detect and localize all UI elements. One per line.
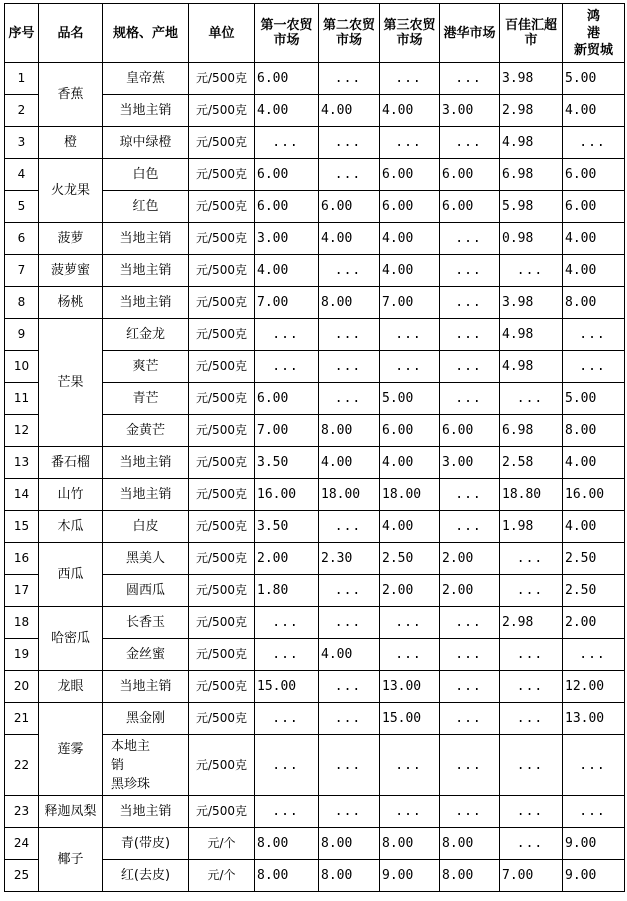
cell-price-market-1: 3.50	[255, 447, 319, 479]
cell-product-name: 香蕉	[39, 63, 103, 127]
cell-price-market-3: 4.00	[380, 255, 440, 287]
table-row	[5, 159, 625, 191]
cell-price-market-1: 3.00	[255, 223, 319, 255]
cell-price-market-3: 5.00	[380, 383, 440, 415]
cell-price-market-2: ...	[319, 796, 380, 828]
cell-price-market-2: 8.00	[319, 415, 380, 447]
cell-product-name: 木瓜	[39, 511, 103, 543]
cell-spec: 当地主销	[103, 671, 189, 703]
cell-price-market-6: 4.00	[563, 255, 625, 287]
cell-unit: 元/500克	[189, 255, 255, 287]
cell-no: 12	[5, 415, 39, 447]
cell-price-market-2: 6.00	[319, 191, 380, 223]
cell-product-name: 山竹	[39, 479, 103, 511]
cell-price-market-2: 4.00	[319, 447, 380, 479]
cell-no: 4	[5, 159, 39, 191]
cell-price-market-3: 2.00	[380, 575, 440, 607]
cell-spec: 当地主销	[103, 287, 189, 319]
cell-spec: 红金龙	[103, 319, 189, 351]
header-market-4: 港华市场	[440, 4, 500, 63]
cell-price-market-3: 18.00	[380, 479, 440, 511]
cell-price-market-1: ...	[255, 796, 319, 828]
cell-no: 24	[5, 828, 39, 860]
cell-price-market-3: 6.00	[380, 191, 440, 223]
cell-price-market-4: ...	[440, 607, 500, 639]
cell-price-market-1: 4.00	[255, 255, 319, 287]
cell-price-market-4: ...	[440, 127, 500, 159]
cell-price-market-1: 6.00	[255, 383, 319, 415]
header-name: 品名	[39, 4, 103, 63]
cell-price-market-2: ...	[319, 351, 380, 383]
cell-unit: 元/500克	[189, 511, 255, 543]
cell-price-market-2: 8.00	[319, 287, 380, 319]
cell-price-market-6: ...	[563, 735, 625, 796]
cell-price-market-2: ...	[319, 63, 380, 95]
cell-price-market-6: ...	[563, 796, 625, 828]
cell-price-market-3: ...	[380, 351, 440, 383]
cell-spec: 琼中绿橙	[103, 127, 189, 159]
table-row	[5, 607, 625, 639]
cell-price-market-4: ...	[440, 511, 500, 543]
cell-price-market-6: 6.00	[563, 159, 625, 191]
cell-price-market-1: 15.00	[255, 671, 319, 703]
cell-price-market-3: ...	[380, 796, 440, 828]
cell-unit: 元/500克	[189, 95, 255, 127]
cell-price-market-6: 5.00	[563, 63, 625, 95]
cell-price-market-2: ...	[319, 671, 380, 703]
cell-price-market-6: 9.00	[563, 828, 625, 860]
cell-price-market-5: 2.98	[500, 95, 563, 127]
cell-price-market-2: 4.00	[319, 223, 380, 255]
cell-no: 17	[5, 575, 39, 607]
cell-price-market-4: 8.00	[440, 828, 500, 860]
cell-unit: 元/500克	[189, 287, 255, 319]
cell-price-market-3: 8.00	[380, 828, 440, 860]
cell-price-market-6: 8.00	[563, 415, 625, 447]
cell-price-market-4: ...	[440, 319, 500, 351]
cell-price-market-2: ...	[319, 127, 380, 159]
cell-product-name: 番石榴	[39, 447, 103, 479]
cell-price-market-5: 4.98	[500, 319, 563, 351]
cell-product-name: 橙	[39, 127, 103, 159]
cell-price-market-6: ...	[563, 351, 625, 383]
cell-price-market-4: ...	[440, 735, 500, 796]
cell-spec: 金丝蜜	[103, 639, 189, 671]
cell-no: 23	[5, 796, 39, 828]
cell-price-market-5: 2.58	[500, 447, 563, 479]
cell-unit: 元/500克	[189, 735, 255, 796]
cell-price-market-5: 6.98	[500, 159, 563, 191]
header-market-5: 百佳汇超 市	[500, 4, 563, 63]
header-market-2: 第二农贸 市场	[319, 4, 380, 63]
cell-price-market-4: ...	[440, 287, 500, 319]
cell-price-market-5: 1.98	[500, 511, 563, 543]
cell-price-market-2: ...	[319, 703, 380, 735]
header-unit: 单位	[189, 4, 255, 63]
cell-price-market-5: 4.98	[500, 351, 563, 383]
cell-price-market-4: 2.00	[440, 543, 500, 575]
header-row	[5, 4, 625, 63]
cell-price-market-4: 6.00	[440, 159, 500, 191]
table-row	[5, 479, 625, 511]
cell-unit: 元/500克	[189, 703, 255, 735]
table-row	[5, 703, 625, 735]
cell-price-market-4: 6.00	[440, 415, 500, 447]
cell-price-market-5: 3.98	[500, 63, 563, 95]
cell-price-market-5: ...	[500, 543, 563, 575]
cell-price-market-3: 4.00	[380, 511, 440, 543]
cell-price-market-5: ...	[500, 828, 563, 860]
cell-product-name: 龙眼	[39, 671, 103, 703]
cell-price-market-1: ...	[255, 127, 319, 159]
cell-product-name: 莲雾	[39, 703, 103, 796]
cell-price-market-3: 7.00	[380, 287, 440, 319]
cell-price-market-5: 5.98	[500, 191, 563, 223]
table-row	[5, 447, 625, 479]
cell-unit: 元/500克	[189, 639, 255, 671]
cell-price-market-3: 9.00	[380, 860, 440, 892]
cell-price-market-6: 5.00	[563, 383, 625, 415]
cell-price-market-1: ...	[255, 703, 319, 735]
cell-price-market-2: ...	[319, 159, 380, 191]
cell-price-market-4: ...	[440, 703, 500, 735]
cell-no: 1	[5, 63, 39, 95]
cell-price-market-5: 2.98	[500, 607, 563, 639]
cell-price-market-2: ...	[319, 607, 380, 639]
cell-spec: 长香玉	[103, 607, 189, 639]
cell-spec: 皇帝蕉	[103, 63, 189, 95]
cell-unit: 元/个	[189, 860, 255, 892]
cell-unit: 元/500克	[189, 543, 255, 575]
cell-price-market-6: 4.00	[563, 447, 625, 479]
cell-price-market-5: ...	[500, 255, 563, 287]
cell-price-market-5: 3.98	[500, 287, 563, 319]
cell-product-name: 杨桃	[39, 287, 103, 319]
cell-price-market-6: 8.00	[563, 287, 625, 319]
cell-price-market-3: 6.00	[380, 159, 440, 191]
cell-unit: 元/500克	[189, 447, 255, 479]
cell-no: 3	[5, 127, 39, 159]
cell-price-market-5: 18.80	[500, 479, 563, 511]
cell-price-market-2: 8.00	[319, 828, 380, 860]
cell-spec: 当地主销	[103, 447, 189, 479]
cell-price-market-6: 4.00	[563, 95, 625, 127]
cell-spec: 红(去皮)	[103, 860, 189, 892]
cell-no: 5	[5, 191, 39, 223]
table-row	[5, 671, 625, 703]
cell-price-market-1: ...	[255, 639, 319, 671]
cell-price-market-2: ...	[319, 575, 380, 607]
cell-price-market-6: 13.00	[563, 703, 625, 735]
cell-price-market-4: 3.00	[440, 447, 500, 479]
cell-product-name: 芒果	[39, 319, 103, 447]
cell-price-market-5: ...	[500, 639, 563, 671]
cell-no: 13	[5, 447, 39, 479]
cell-no: 2	[5, 95, 39, 127]
cell-price-market-4: ...	[440, 639, 500, 671]
table-row	[5, 287, 625, 319]
cell-spec: 爽芒	[103, 351, 189, 383]
cell-spec: 红色	[103, 191, 189, 223]
table-row	[5, 223, 625, 255]
cell-price-market-6: 2.50	[563, 543, 625, 575]
cell-price-market-6: ...	[563, 639, 625, 671]
cell-price-market-4: ...	[440, 796, 500, 828]
cell-spec: 青(带皮)	[103, 828, 189, 860]
cell-unit: 元/500克	[189, 127, 255, 159]
cell-price-market-1: 6.00	[255, 63, 319, 95]
cell-price-market-5: 7.00	[500, 860, 563, 892]
header-market-1: 第一农贸 市场	[255, 4, 319, 63]
cell-price-market-4: 3.00	[440, 95, 500, 127]
cell-spec: 白色	[103, 159, 189, 191]
cell-unit: 元/500克	[189, 415, 255, 447]
cell-price-market-3: 6.00	[380, 415, 440, 447]
cell-price-market-2: ...	[319, 735, 380, 796]
cell-price-market-2: 4.00	[319, 639, 380, 671]
table-row	[5, 255, 625, 287]
cell-product-name: 菠萝蜜	[39, 255, 103, 287]
cell-no: 20	[5, 671, 39, 703]
cell-price-market-1: ...	[255, 319, 319, 351]
cell-price-market-1: ...	[255, 607, 319, 639]
cell-price-market-3: ...	[380, 127, 440, 159]
cell-price-market-5: ...	[500, 671, 563, 703]
cell-price-market-5: 6.98	[500, 415, 563, 447]
cell-unit: 元/500克	[189, 159, 255, 191]
cell-unit: 元/500克	[189, 575, 255, 607]
cell-price-market-4: ...	[440, 383, 500, 415]
cell-unit: 元/500克	[189, 796, 255, 828]
table-body	[5, 63, 625, 892]
cell-price-market-1: 7.00	[255, 287, 319, 319]
cell-price-market-1: 4.00	[255, 95, 319, 127]
cell-spec: 黑美人	[103, 543, 189, 575]
cell-price-market-6: 9.00	[563, 860, 625, 892]
cell-price-market-3: 4.00	[380, 95, 440, 127]
cell-price-market-6: 4.00	[563, 223, 625, 255]
cell-price-market-3: 4.00	[380, 447, 440, 479]
cell-price-market-6: ...	[563, 127, 625, 159]
cell-price-market-1: 2.00	[255, 543, 319, 575]
cell-product-name: 火龙果	[39, 159, 103, 223]
cell-spec: 当地主销	[103, 95, 189, 127]
cell-no: 18	[5, 607, 39, 639]
cell-price-market-6: 4.00	[563, 511, 625, 543]
cell-price-market-5: ...	[500, 703, 563, 735]
cell-price-market-2: 2.30	[319, 543, 380, 575]
cell-price-market-3: ...	[380, 735, 440, 796]
cell-spec: 当地主销	[103, 796, 189, 828]
cell-price-market-1: ...	[255, 735, 319, 796]
cell-price-market-6: 12.00	[563, 671, 625, 703]
cell-no: 8	[5, 287, 39, 319]
cell-no: 11	[5, 383, 39, 415]
cell-unit: 元/500克	[189, 671, 255, 703]
cell-price-market-4: ...	[440, 351, 500, 383]
cell-unit: 元/500克	[189, 607, 255, 639]
cell-spec: 圆西瓜	[103, 575, 189, 607]
cell-price-market-3: ...	[380, 607, 440, 639]
header-market-3: 第三农贸 市场	[380, 4, 440, 63]
table-row	[5, 319, 625, 351]
table-row	[5, 543, 625, 575]
cell-price-market-4: ...	[440, 223, 500, 255]
cell-price-market-1: 6.00	[255, 159, 319, 191]
cell-price-market-6: 2.00	[563, 607, 625, 639]
cell-unit: 元/500克	[189, 351, 255, 383]
header-market-6: 鸿 港 新贸城	[563, 4, 625, 63]
table-row	[5, 828, 625, 860]
cell-price-market-5: ...	[500, 735, 563, 796]
table-row	[5, 63, 625, 95]
cell-unit: 元/500克	[189, 63, 255, 95]
table-row	[5, 796, 625, 828]
cell-price-market-2: 18.00	[319, 479, 380, 511]
cell-spec: 当地主销	[103, 223, 189, 255]
cell-price-market-3: 2.50	[380, 543, 440, 575]
cell-price-market-2: ...	[319, 319, 380, 351]
cell-unit: 元/500克	[189, 223, 255, 255]
cell-no: 19	[5, 639, 39, 671]
cell-no: 22	[5, 735, 39, 796]
cell-price-market-3: ...	[380, 319, 440, 351]
table-row	[5, 511, 625, 543]
cell-price-market-5: 0.98	[500, 223, 563, 255]
cell-spec: 当地主销	[103, 479, 189, 511]
cell-product-name: 释迦凤梨	[39, 796, 103, 828]
cell-price-market-6: 16.00	[563, 479, 625, 511]
cell-price-market-1: 1.80	[255, 575, 319, 607]
cell-price-market-4: 2.00	[440, 575, 500, 607]
cell-price-market-3: ...	[380, 63, 440, 95]
cell-price-market-3: 4.00	[380, 223, 440, 255]
cell-no: 7	[5, 255, 39, 287]
cell-price-market-5: ...	[500, 796, 563, 828]
price-table	[4, 3, 625, 892]
cell-price-market-4: ...	[440, 63, 500, 95]
cell-unit: 元/个	[189, 828, 255, 860]
cell-spec: 黑金刚	[103, 703, 189, 735]
cell-price-market-1: 7.00	[255, 415, 319, 447]
cell-price-market-6: 2.50	[563, 575, 625, 607]
cell-price-market-5: ...	[500, 575, 563, 607]
cell-unit: 元/500克	[189, 479, 255, 511]
cell-price-market-1: 8.00	[255, 828, 319, 860]
cell-no: 21	[5, 703, 39, 735]
cell-price-market-3: 13.00	[380, 671, 440, 703]
cell-no: 9	[5, 319, 39, 351]
cell-price-market-3: 15.00	[380, 703, 440, 735]
cell-price-market-6: ...	[563, 319, 625, 351]
cell-product-name: 哈密瓜	[39, 607, 103, 671]
cell-no: 16	[5, 543, 39, 575]
cell-price-market-2: 4.00	[319, 95, 380, 127]
cell-no: 25	[5, 860, 39, 892]
cell-unit: 元/500克	[189, 383, 255, 415]
cell-spec: 当地主销	[103, 255, 189, 287]
cell-spec: 青芒	[103, 383, 189, 415]
cell-price-market-5: 4.98	[500, 127, 563, 159]
cell-price-market-1: 6.00	[255, 191, 319, 223]
cell-no: 15	[5, 511, 39, 543]
cell-price-market-5: ...	[500, 383, 563, 415]
cell-product-name: 西瓜	[39, 543, 103, 607]
cell-spec: 本地主 销 黑珍珠	[103, 735, 189, 796]
cell-price-market-2: ...	[319, 383, 380, 415]
cell-price-market-4: ...	[440, 671, 500, 703]
cell-product-name: 菠萝	[39, 223, 103, 255]
table-row	[5, 127, 625, 159]
header-spec: 规格、产地	[103, 4, 189, 63]
cell-spec: 金黄芒	[103, 415, 189, 447]
cell-price-market-4: ...	[440, 479, 500, 511]
cell-price-market-2: 8.00	[319, 860, 380, 892]
header-no: 序号	[5, 4, 39, 63]
cell-unit: 元/500克	[189, 191, 255, 223]
cell-product-name: 椰子	[39, 828, 103, 892]
cell-price-market-4: ...	[440, 255, 500, 287]
cell-price-market-1: 3.50	[255, 511, 319, 543]
cell-price-market-1: 8.00	[255, 860, 319, 892]
cell-no: 14	[5, 479, 39, 511]
cell-price-market-1: 16.00	[255, 479, 319, 511]
cell-price-market-3: ...	[380, 639, 440, 671]
cell-price-market-2: ...	[319, 255, 380, 287]
cell-price-market-2: ...	[319, 511, 380, 543]
cell-no: 10	[5, 351, 39, 383]
cell-unit: 元/500克	[189, 319, 255, 351]
cell-price-market-1: ...	[255, 351, 319, 383]
cell-price-market-6: 6.00	[563, 191, 625, 223]
cell-no: 6	[5, 223, 39, 255]
cell-price-market-4: 8.00	[440, 860, 500, 892]
cell-spec: 白皮	[103, 511, 189, 543]
cell-price-market-4: 6.00	[440, 191, 500, 223]
